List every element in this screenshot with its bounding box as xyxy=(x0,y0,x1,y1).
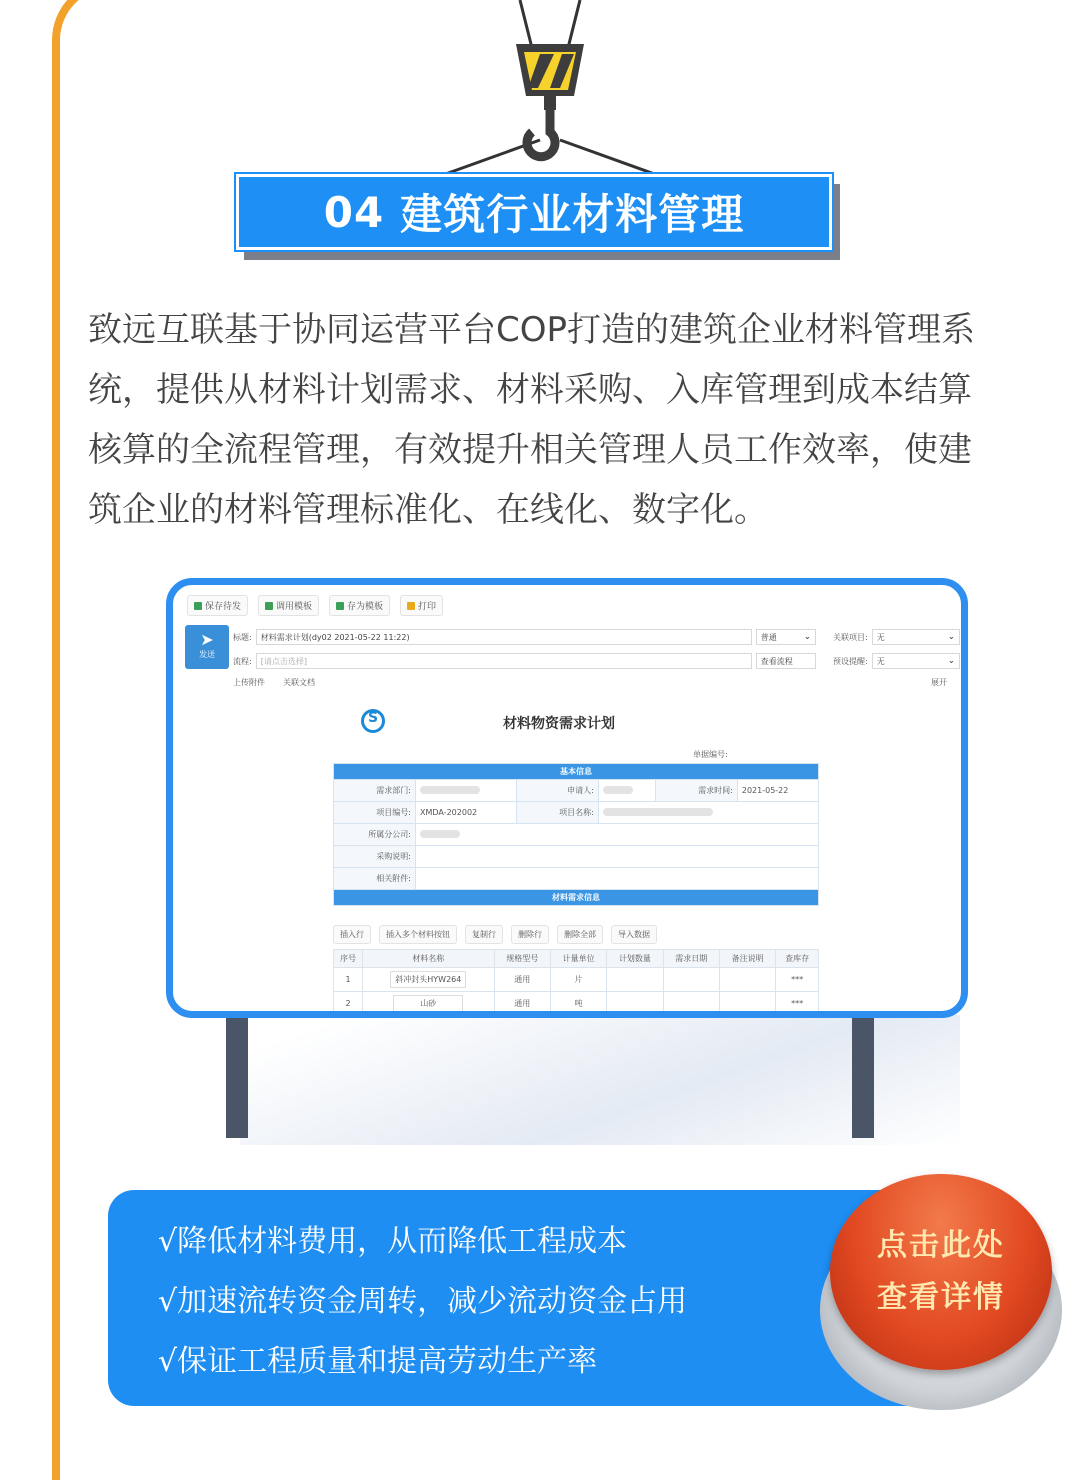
blurred-value xyxy=(603,808,713,816)
crane-hook-icon xyxy=(420,0,680,180)
section-title-banner xyxy=(236,174,840,260)
priority-select[interactable]: 普通 ⌄ xyxy=(756,629,816,645)
material-name-value: 山砂 xyxy=(393,995,463,1012)
cta-line-2: 查看详情 xyxy=(877,1280,1005,1315)
material-name-value: 斜冲封头HYW264 xyxy=(390,971,466,988)
view-flow-button[interactable]: 查看流程 xyxy=(756,653,816,669)
stock-cell[interactable]: *** xyxy=(776,992,819,1016)
document-title: 材料物资需求计划 xyxy=(503,716,615,732)
section-title: 建筑行业材料管理 xyxy=(400,190,745,239)
basic-info-table xyxy=(333,763,819,906)
purchase-note-field[interactable] xyxy=(416,846,819,868)
delete-all-button[interactable]: 删除全部 xyxy=(557,925,603,944)
print-icon xyxy=(407,602,415,610)
row-index: 1 xyxy=(334,968,363,992)
benefit-item: √加速流转资金周转，减少流动资金占用 xyxy=(158,1284,688,1319)
save-as-template-button[interactable]: 存为模板 xyxy=(329,595,390,616)
related-project-row xyxy=(833,629,960,645)
column-header: 材料名称 xyxy=(363,950,495,968)
purchase-note-label: 采购说明: xyxy=(334,846,416,868)
reminder-select[interactable]: 无 ⌄ xyxy=(872,653,960,669)
table-header-row xyxy=(334,950,819,968)
bill-number-label: 单据编号: xyxy=(693,750,728,759)
row-index: 2 xyxy=(334,992,363,1016)
send-button[interactable] xyxy=(185,625,229,669)
flow-row xyxy=(233,653,816,669)
material-name-cell[interactable] xyxy=(363,992,495,1016)
section-number: 04 xyxy=(323,187,385,237)
material-table xyxy=(333,949,819,1016)
flow-input[interactable]: [请点击选择] xyxy=(256,653,752,669)
save-draft-button[interactable]: 保存待发 xyxy=(187,595,248,616)
save-icon xyxy=(194,602,202,610)
project-name-field[interactable] xyxy=(598,802,818,824)
unit-cell[interactable]: 片 xyxy=(550,968,606,992)
date-field[interactable]: 2021-05-22 xyxy=(737,780,818,802)
column-header: 序号 xyxy=(334,950,363,968)
basic-info-header: 基本信息 xyxy=(334,764,819,780)
spec-cell[interactable]: 通用 xyxy=(494,968,550,992)
view-details-button[interactable] xyxy=(816,1170,1066,1420)
stock-cell[interactable]: *** xyxy=(776,968,819,992)
column-header: 需求日期 xyxy=(663,950,719,968)
attachments-field[interactable] xyxy=(416,868,819,890)
column-header: 计量单位 xyxy=(550,950,606,968)
attachments-label: 相关附件: xyxy=(334,868,416,890)
table-row[interactable] xyxy=(334,968,819,992)
project-no-label: 项目编号: xyxy=(334,802,416,824)
chevron-down-icon: ⌄ xyxy=(948,632,955,641)
intro-paragraph xyxy=(88,300,998,540)
related-project-label: 关联项目: xyxy=(833,632,868,642)
template-save-icon xyxy=(336,602,344,610)
intro-line: 统，提供从材料计划需求、材料采购、入库管理到成本结算 xyxy=(88,370,972,410)
intro-line: 致远互联基于协同运营平台COP打造的建筑企业材料管理系 xyxy=(88,310,976,350)
board-leg-left xyxy=(226,1014,248,1138)
form-toolbar xyxy=(187,595,443,616)
spec-cell[interactable]: 通用 xyxy=(494,992,550,1016)
applicant-label: 申请人: xyxy=(516,780,598,802)
paper-plane-icon: ➤ xyxy=(200,630,214,649)
column-header: 规格型号 xyxy=(494,950,550,968)
applicant-field[interactable] xyxy=(598,780,655,802)
upload-attachment-link[interactable]: 上传附件 xyxy=(233,678,265,687)
chevron-down-icon: ⌄ xyxy=(804,632,811,641)
related-project-select[interactable]: 无 ⌄ xyxy=(872,629,960,645)
cta-line-1: 点击此处 xyxy=(877,1228,1005,1263)
print-button[interactable]: 打印 xyxy=(400,595,443,616)
project-name-label: 项目名称: xyxy=(516,802,598,824)
blurred-value xyxy=(603,786,633,794)
insert-materials-button[interactable]: 插入多个材料按钮 xyxy=(379,925,457,944)
copy-row-button[interactable]: 复制行 xyxy=(465,925,503,944)
note-cell[interactable] xyxy=(719,968,775,992)
screenshot-board xyxy=(166,578,968,1018)
chevron-down-icon: ⌄ xyxy=(948,656,955,665)
column-header: 计划数量 xyxy=(607,950,663,968)
project-no-field[interactable]: XMDA-202002 xyxy=(416,802,517,824)
import-data-button[interactable]: 导入数据 xyxy=(611,925,657,944)
expand-link[interactable] xyxy=(931,677,947,688)
subject-row xyxy=(233,629,816,645)
date-cell[interactable] xyxy=(663,992,719,1016)
dept-label: 需求部门: xyxy=(334,780,416,802)
subject-label: 标题: xyxy=(233,632,252,642)
delete-row-button[interactable]: 删除行 xyxy=(511,925,549,944)
reminder-row xyxy=(833,653,960,669)
note-cell[interactable] xyxy=(719,992,775,1016)
subject-input[interactable]: 材料需求计划(dy02 2021-05-22 11:22) xyxy=(256,629,752,645)
expand-label: 展开 xyxy=(931,678,947,687)
date-label: 需求时间: xyxy=(655,780,737,802)
material-name-cell[interactable] xyxy=(363,968,495,992)
blurred-value xyxy=(420,786,480,794)
blurred-value xyxy=(420,830,460,838)
branch-label: 所属分公司: xyxy=(334,824,416,846)
branch-field[interactable] xyxy=(416,824,819,846)
intro-line: 核算的全流程管理，有效提升相关管理人员工作效率，使建 xyxy=(88,430,972,470)
quantity-cell[interactable] xyxy=(607,968,663,992)
dept-field[interactable] xyxy=(416,780,517,802)
column-header: 备注说明 xyxy=(719,950,775,968)
material-info-header: 材料需求信息 xyxy=(334,890,819,906)
date-cell[interactable] xyxy=(663,968,719,992)
unit-cell[interactable]: 吨 xyxy=(550,992,606,1016)
button-top[interactable] xyxy=(830,1174,1052,1370)
quantity-cell[interactable] xyxy=(607,992,663,1016)
material-toolbar xyxy=(333,925,657,944)
reminder-label: 预设提醒: xyxy=(833,656,868,666)
attach-row xyxy=(233,677,315,688)
intro-line: 筑企业的材料管理标准化、在线化、数字化。 xyxy=(88,490,768,530)
board-leg-right xyxy=(852,1014,874,1138)
table-row[interactable] xyxy=(334,992,819,1016)
column-header: 查库存 xyxy=(776,950,819,968)
title-box xyxy=(236,174,832,250)
send-label: 发送 xyxy=(199,650,215,659)
company-logo-icon xyxy=(361,709,385,733)
benefit-item: √保证工程质量和提高劳动生产率 xyxy=(158,1344,598,1379)
flow-label: 流程: xyxy=(233,656,252,666)
benefit-item: √降低材料费用，从而降低工程成本 xyxy=(158,1224,628,1259)
related-doc-link[interactable]: 关联文档 xyxy=(283,678,315,687)
use-template-button[interactable]: 调用模板 xyxy=(258,595,319,616)
insert-row-button[interactable]: 插入行 xyxy=(333,925,371,944)
template-icon xyxy=(265,602,273,610)
